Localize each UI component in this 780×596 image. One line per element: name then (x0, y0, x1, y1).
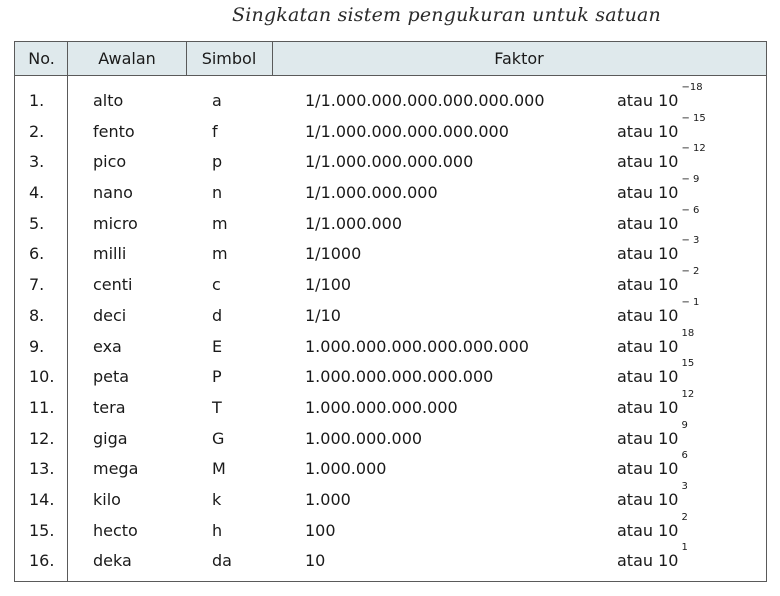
row-prefix: deka (93, 551, 132, 571)
prefix-table (14, 41, 767, 582)
row-symbol: da (212, 551, 232, 571)
table-header-row (15, 42, 766, 76)
row-exponent: − 3 (681, 235, 700, 247)
row-number: 2. (29, 121, 45, 141)
row-prefix: exa (93, 336, 122, 356)
row-symbol: G (212, 428, 225, 448)
row-exponent: − 2 (681, 266, 700, 278)
row-power-of-ten (617, 296, 757, 332)
row-prefix: giga (93, 428, 128, 448)
header-faktor: Faktor (494, 49, 544, 68)
row-prefix: nano (93, 183, 133, 203)
row-power-base: atau 10 (617, 213, 679, 233)
row-factor: 1/100 (305, 275, 352, 295)
row-exponent: − 15 (681, 112, 706, 124)
table-row (15, 327, 766, 363)
row-exponent: 9 (681, 419, 688, 431)
table-row (15, 358, 766, 393)
row-exponent: − 9 (681, 174, 700, 186)
row-power-base: atau 10 (617, 428, 679, 448)
table-row (15, 450, 766, 485)
row-prefix: micro (93, 213, 138, 233)
row-power-base: atau 10 (617, 520, 679, 540)
row-power-base: atau 10 (617, 397, 679, 417)
row-number: 6. (29, 244, 45, 264)
row-number: 3. (29, 152, 45, 172)
row-prefix: pico (93, 152, 127, 172)
row-factor: 1/1000 (305, 244, 362, 264)
row-number: 1. (29, 91, 45, 110)
row-power-base: atau 10 (617, 152, 679, 172)
table-row (15, 143, 766, 178)
row-power-base: atau 10 (617, 183, 679, 203)
row-factor: 1/1.000.000.000 (305, 183, 438, 203)
row-power-base: atau 10 (617, 305, 679, 325)
row-exponent: 6 (681, 450, 688, 462)
table-row (15, 480, 766, 516)
row-symbol: c (212, 275, 221, 295)
row-symbol: E (212, 336, 223, 356)
row-number: 9. (29, 336, 45, 356)
header-simbol: Simbol (201, 49, 257, 68)
header-no: No. (28, 49, 55, 68)
row-symbol: M (212, 459, 226, 479)
row-exponent: 18 (681, 327, 695, 339)
row-factor: 1/1.000.000.000.000.000 (305, 121, 509, 141)
row-power-base: atau 10 (617, 121, 679, 141)
table-row (15, 204, 766, 240)
table-row (15, 511, 766, 547)
table-row (15, 419, 766, 455)
row-prefix: deci (93, 305, 127, 325)
header-awalan: Awalan (98, 49, 156, 68)
row-exponent: 2 (681, 511, 688, 523)
row-prefix: tera (93, 397, 126, 417)
row-factor: 10 (305, 551, 326, 571)
row-symbol: P (212, 367, 222, 387)
table-row (15, 266, 766, 301)
row-prefix: peta (93, 367, 130, 387)
row-prefix: fento (93, 121, 135, 141)
row-number: 5. (29, 213, 45, 233)
row-factor: 1.000 (305, 489, 351, 509)
row-power-base: atau 10 (617, 489, 679, 509)
table-row (15, 388, 766, 424)
row-factor: 1/1.000.000.000.000 (305, 152, 474, 172)
row-symbol: m (212, 244, 228, 264)
row-number: 16. (29, 551, 55, 571)
row-prefix: kilo (93, 489, 121, 509)
row-number: 11. (29, 397, 55, 417)
row-number: 13. (29, 459, 55, 479)
row-power-base: atau 10 (617, 91, 679, 110)
row-factor: 1/1.000.000.000.000.000.000 (305, 91, 545, 110)
row-number: 14. (29, 489, 55, 509)
row-prefix: alto (93, 91, 124, 110)
row-symbol: f (212, 121, 218, 141)
row-number: 15. (29, 520, 55, 540)
row-symbol: T (212, 397, 222, 417)
row-exponent: 12 (681, 388, 695, 400)
row-prefix: centi (93, 275, 133, 295)
row-symbol: m (212, 213, 228, 233)
row-number: 12. (29, 428, 55, 448)
row-prefix: mega (93, 459, 139, 479)
row-number: 10. (29, 367, 55, 387)
row-power-base: atau 10 (617, 367, 679, 387)
row-exponent: 3 (681, 480, 688, 492)
row-exponent: − 12 (681, 143, 706, 155)
row-exponent: − 1 (681, 296, 700, 308)
row-prefix: hecto (93, 520, 138, 540)
row-symbol: n (212, 183, 223, 203)
row-symbol: d (212, 305, 223, 325)
row-exponent: 1 (681, 542, 688, 554)
row-symbol: h (212, 520, 223, 540)
row-factor: 1.000.000 (305, 459, 387, 479)
row-factor: 100 (305, 520, 336, 540)
row-exponent: −18 (681, 82, 703, 93)
table-row (15, 296, 766, 332)
row-power-base: atau 10 (617, 336, 679, 356)
row-symbol: a (212, 91, 222, 110)
table-row (15, 542, 766, 577)
row-power-of-ten (617, 388, 757, 424)
table-row (15, 112, 766, 148)
row-factor: 1.000.000.000 (305, 428, 423, 448)
row-number: 8. (29, 305, 45, 325)
row-power-base: atau 10 (617, 244, 679, 264)
column-divider (186, 42, 187, 76)
row-factor: 1.000.000.000.000 (305, 397, 458, 417)
row-number: 4. (29, 183, 45, 203)
table-body (15, 82, 766, 577)
table-row (15, 82, 766, 117)
table-caption: Singkatan sistem pengukuran untuk satuan (232, 4, 661, 26)
row-symbol: p (212, 152, 223, 172)
column-divider (272, 42, 273, 76)
row-number: 7. (29, 275, 45, 295)
row-factor: 1.000.000.000.000.000 (305, 367, 494, 387)
table-row (15, 235, 766, 270)
row-factor: 1/1.000.000 (305, 213, 402, 233)
row-exponent: 15 (681, 358, 695, 370)
row-factor: 1/10 (305, 305, 341, 325)
row-power-base: atau 10 (617, 551, 679, 571)
row-symbol: k (212, 489, 222, 509)
row-prefix: milli (93, 244, 127, 264)
row-power-base: atau 10 (617, 459, 679, 479)
row-factor: 1.000.000.000.000.000.000 (305, 336, 529, 356)
row-power-base: atau 10 (617, 275, 679, 295)
row-power-of-ten (617, 542, 757, 577)
row-exponent: − 6 (681, 204, 700, 216)
table-row (15, 174, 766, 209)
